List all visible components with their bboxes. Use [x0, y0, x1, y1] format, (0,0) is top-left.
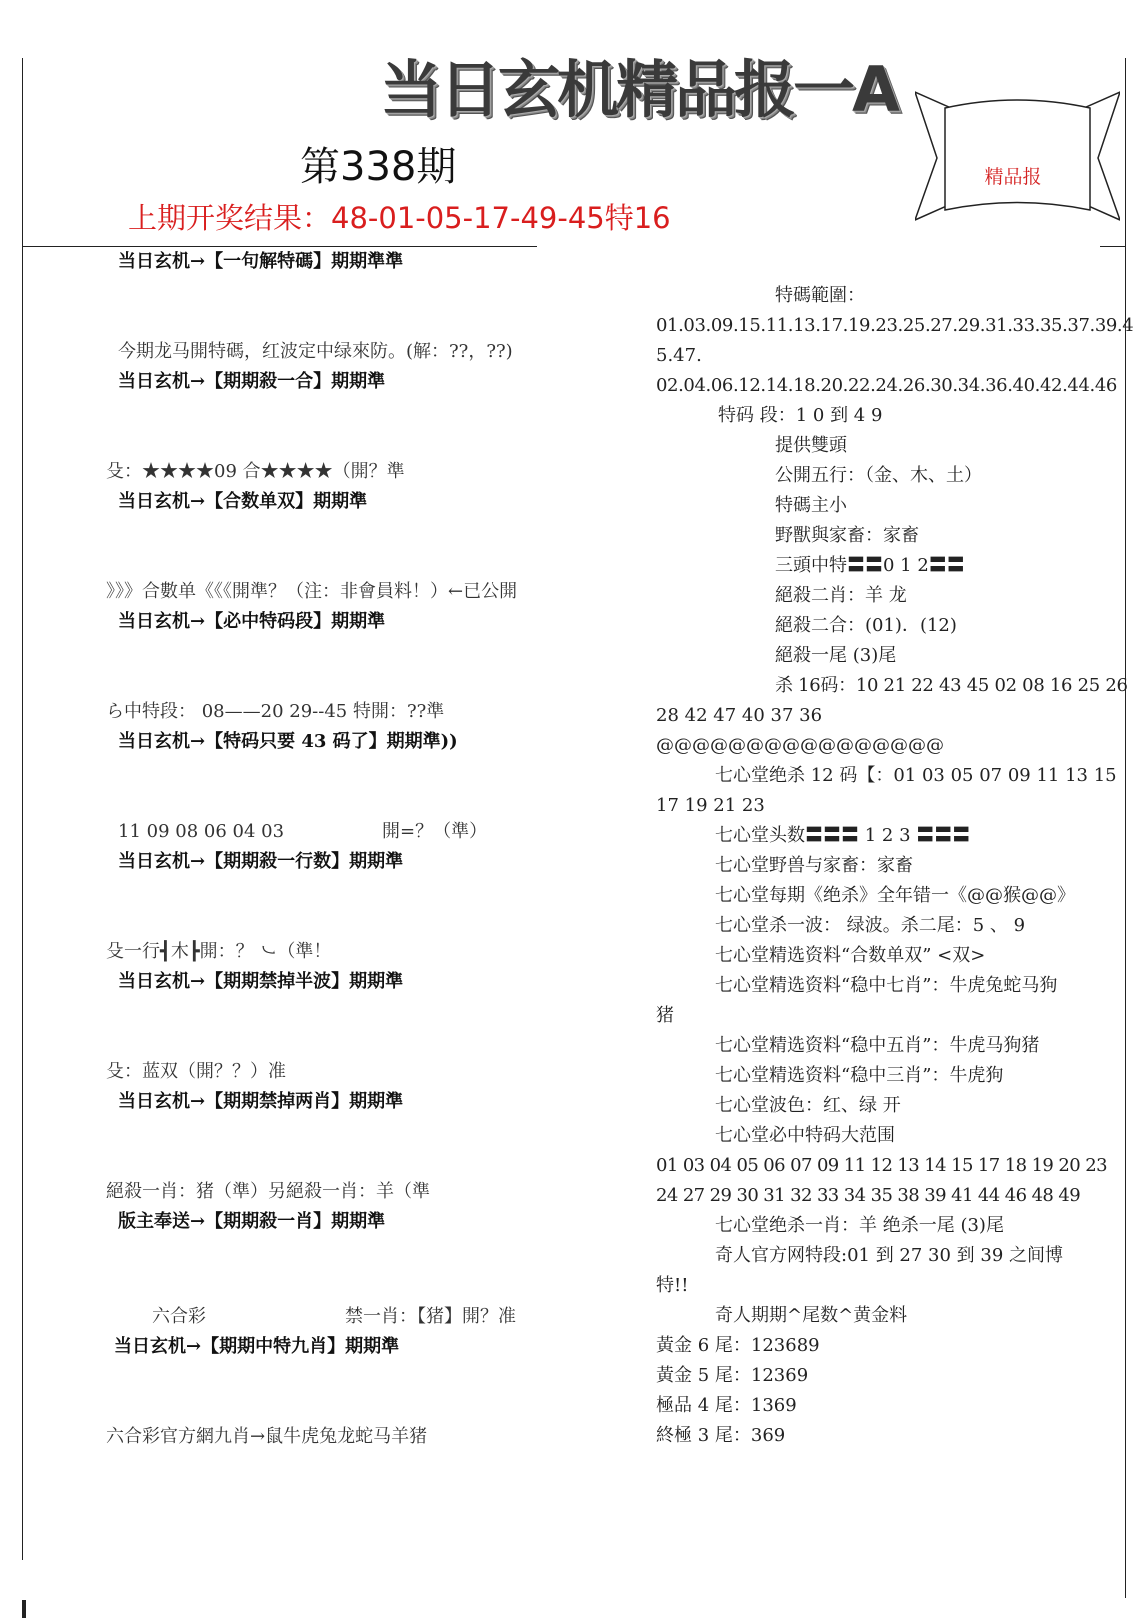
- info-line: 24 27 29 30 31 32 33 34 35 38 39 41 44 46 48 49: [656, 1185, 1081, 1206]
- info-line: 黃金 5 尾：12369: [656, 1365, 809, 1386]
- section-content: 今期龙马開特碼，红波定中绿來防。(解：??，??): [118, 341, 513, 362]
- info-line: 七心堂精选资料“稳中三肖”：牛虎狗: [715, 1065, 1004, 1086]
- info-line: 特!!: [656, 1275, 689, 1296]
- ribbon-badge: [915, 80, 1120, 230]
- info-line: 公開五行：（金、木、土）: [775, 465, 982, 486]
- info-line: 02.04.06.12.14.18.20.22.24.26.30.34.36.40.42.44.46: [656, 375, 1117, 396]
- info-line: 七心堂精选资料“合数单双” <双>: [715, 945, 986, 966]
- section-heading: 当日玄机→【期期殺一行数】期期準: [118, 851, 404, 872]
- section-heading: 当日玄机→【必中特码段】期期準: [118, 611, 386, 632]
- info-line: 28 42 47 40 37 36: [656, 705, 823, 726]
- section-content: 六合彩官方網九肖→鼠牛虎兔龙蛇马羊猪: [106, 1426, 428, 1447]
- info-line: 17 19 21 23: [656, 795, 765, 816]
- section-heading: 当日玄机→【期期中特九肖】期期準: [114, 1336, 400, 1357]
- info-line: @@@@@@@@@@@@@@@@: [656, 735, 944, 756]
- info-line: 5.47.: [656, 345, 702, 366]
- page-border-corner: [22, 1600, 26, 1618]
- banner-title: 当日玄机精品报一A: [380, 55, 897, 125]
- page-border-right: [1125, 58, 1126, 1598]
- section-content: 》》》合數单《《《開準？（注：非會員料！）←已公開: [106, 581, 518, 602]
- section-content: 開=？（準）: [382, 821, 488, 842]
- info-line: 七心堂必中特码大范围: [715, 1125, 895, 1146]
- info-line: 奇人官方网特段:01 到 27 30 到 39 之间博: [715, 1245, 1064, 1266]
- last-draw-result: 上期开奖结果：48-01-05-17-49-45特16: [128, 201, 671, 235]
- info-line: 七心堂波色：红、绿 开: [715, 1095, 901, 1116]
- section-heading: 当日玄机→【期期殺一合】期期準: [118, 371, 386, 392]
- page-border-left: [22, 58, 23, 1560]
- info-line: 01.03.09.15.11.13.17.19.23.25.27.29.31.33.35.37.39.4: [656, 315, 1134, 336]
- section-content: 禁一肖：【猪】開？准: [345, 1306, 516, 1327]
- section-heading: 当日玄机→【合数单双】期期準: [118, 491, 368, 512]
- info-line: 七心堂每期《绝杀》全年错一《@@猴@@》: [715, 885, 1075, 906]
- info-line: 杀 16码：10 21 22 43 45 02 08 16 25 26: [775, 675, 1128, 696]
- info-line: 黃金 6 尾：123689: [656, 1335, 820, 1356]
- section-content: 殳：蓝双（開？？）准: [106, 1061, 286, 1082]
- info-line: 極品 4 尾：1369: [656, 1395, 797, 1416]
- info-line: 七心堂头数〓〓〓 1 2 3 〓〓〓: [715, 825, 971, 846]
- info-line: 七心堂绝杀 12 码【：01 03 05 07 09 11 13 15: [715, 765, 1117, 786]
- section-content: 六合彩: [152, 1306, 206, 1327]
- info-line: 終極 3 尾：369: [656, 1425, 786, 1446]
- info-line: 七心堂野兽与家畜：家畜: [715, 855, 913, 876]
- info-line: 特碼主小: [775, 495, 847, 516]
- info-line: 絕殺二肖：羊 龙: [775, 585, 907, 606]
- section-content: 11 09 08 06 04 03: [118, 821, 285, 842]
- section-heading: 当日玄机→【期期禁掉半波】期期準: [118, 971, 404, 992]
- divider-right: [1100, 246, 1126, 247]
- info-line: 特碼範圍：: [775, 285, 865, 306]
- info-line: 絕殺一尾 (3)尾: [775, 645, 897, 666]
- section-content: 殳一行┫木┣開：？ ㇃（準！: [106, 941, 332, 962]
- info-line: 絕殺二合：(01)．(12): [775, 615, 957, 636]
- section-content: 絕殺一肖：猪（準）另絕殺一肖：羊（準: [106, 1181, 430, 1202]
- ribbon-label: 精品报: [984, 166, 1042, 188]
- divider-left: [22, 246, 537, 247]
- info-line: 七心堂精选资料“稳中五肖”：牛虎马狗猪: [715, 1035, 1040, 1056]
- info-line: 七心堂精选资料“稳中七肖”：牛虎兔蛇马狗: [715, 975, 1058, 996]
- section-heading: 当日玄机→【特码只要 43 码了】期期準)): [118, 731, 458, 752]
- info-line: 三頭中特〓〓0 1 2〓〓: [775, 555, 965, 576]
- info-line: 猪: [656, 1005, 674, 1026]
- issue-number: 第338期: [300, 144, 457, 190]
- info-line: 01 03 04 05 06 07 09 11 12 13 14 15 17 18 19 20 23: [656, 1155, 1107, 1176]
- info-line: 特码 段：1 0 到 4 9: [718, 405, 883, 426]
- section-content: 殳：★★★★09 合★★★★（開？準: [106, 461, 405, 482]
- section-content: ら中特段： 08——20 29--45 特開：??準: [106, 701, 445, 722]
- section-heading: 版主奉送→【期期殺一肖】期期準: [118, 1211, 386, 1232]
- info-line: 七心堂杀一波： 绿波。杀二尾：5 、 9: [715, 915, 1026, 936]
- info-line: 野獸與家畜：家畜: [775, 525, 919, 546]
- section-heading: 当日玄机→【期期禁掉两肖】期期準: [118, 1091, 404, 1112]
- section-heading: 当日玄机→【一句解特碼】期期準準: [118, 251, 404, 272]
- info-line: 提供雙頭: [775, 435, 847, 456]
- info-line: 奇人期期^尾数^黄金料: [715, 1305, 908, 1326]
- info-line: 七心堂绝杀一肖：羊 绝杀一尾 (3)尾: [715, 1215, 1004, 1236]
